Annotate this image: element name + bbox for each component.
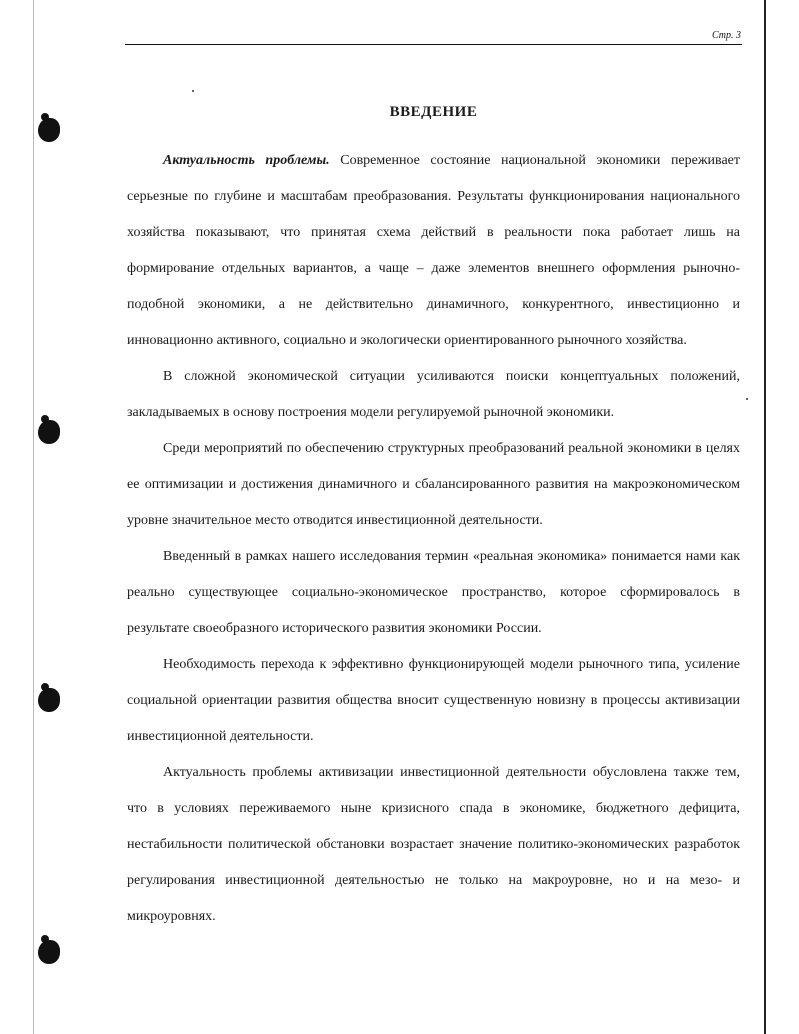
- binder-hole-icon: [38, 420, 60, 444]
- header-rule: [125, 44, 742, 45]
- paragraph: В сложной экономической ситуации усиливаются поиски концептуальных положений, закладываемых в основу построения модели регулируемой рыночной экономики.: [127, 369, 740, 420]
- section-title: ВВЕДЕНИЕ: [389, 104, 478, 120]
- paragraph: Необходимость перехода к эффективно функционирующей модели рыночного типа, усиление социальной ориентации развития общества вносит существенную новизну в процессы активизации инвестиционной деятельности.: [127, 657, 740, 744]
- binder-hole-icon: [38, 118, 60, 142]
- scan-speck: [192, 90, 194, 92]
- paragraph: [127, 143, 740, 359]
- page-number: Стр. 3: [711, 30, 741, 41]
- paragraph: Среди мероприятий по обеспечению структурных преобразований реальной экономики в целях ее оптимизации и достижения динамичного и сбалансированного развития на макроэкономическом уровне значительное место отводится инвестиционной деятельности.: [127, 441, 740, 528]
- binder-hole-icon: [38, 688, 60, 712]
- scan-right-edge: [764, 0, 766, 1034]
- paragraph-lead: Актуальность проблемы.: [163, 153, 330, 168]
- paragraph-text: Современное состояние национальной экономики переживает серьезные по глубине и масштабам преобразования. Результаты функционирования национального хозяйства показывают, что принятая схема действий в реальности пока работает лишь на формирование отдельных вариантов, а чаще – даже элементов внешнего оформления рыночно-подобной экономики, а не действительно динамичного, конкурентного, инвестиционно и инновационно активного, социально и экологически ориентированного рыночного хозяйства.: [127, 153, 740, 348]
- binder-hole-icon: [38, 940, 60, 964]
- scan-left-edge: [33, 0, 34, 1034]
- paragraph: Введенный в рамках нашего исследования термин «реальная экономика» понимается нами как реально существующее социально-экономическое пространство, которое сформировалось в результате своеобразного исторического развития экономики России.: [127, 549, 740, 636]
- paragraph: Актуальность проблемы активизации инвестиционной деятельности обусловлена также тем, что в условиях переживаемого ныне кризисного спада в экономике, бюджетного дефицита, нестабильности политической обстановки возрастает значение политико-экономических разработок регулирования инвестиционной деятельностью не только на макроуровне, но и на мезо- и микроуровнях.: [127, 765, 740, 924]
- body-text: [127, 143, 740, 935]
- scan-speck: [746, 398, 748, 400]
